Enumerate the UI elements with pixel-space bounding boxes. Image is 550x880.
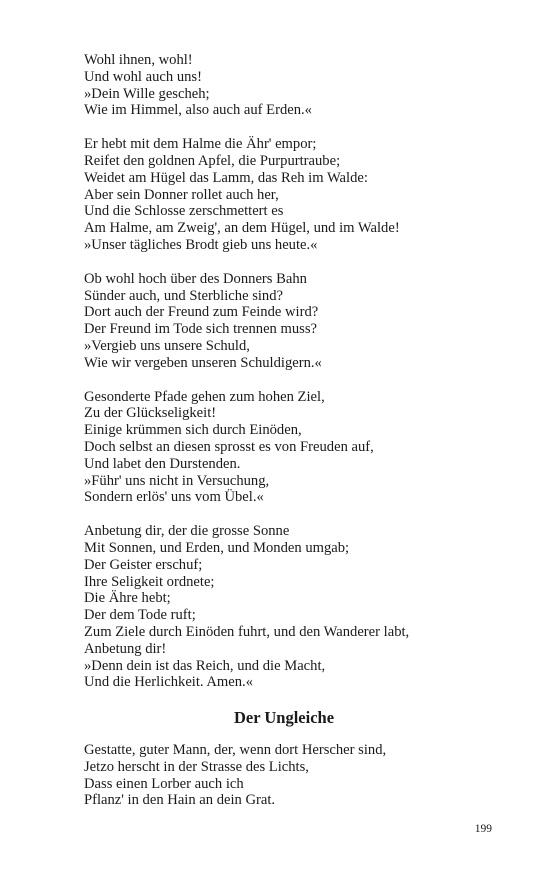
- verse-line: Gestatte, guter Mann, der, wenn dort Herscher sind,: [84, 742, 387, 759]
- stanza-3: [84, 271, 484, 372]
- verse-line: »Dein Wille gescheh;: [84, 85, 210, 102]
- verse-line: »Vergieb uns unsere Schuld,: [84, 337, 250, 354]
- verse-line: Die Ähre hebt;: [84, 590, 171, 607]
- verse-line: Und die Schlosse zerschmettert es: [84, 203, 284, 220]
- page-number: 199: [474, 823, 492, 835]
- verse-line: Reifet den goldnen Apfel, die Purpurtraube;: [84, 152, 341, 169]
- verse-line: Der Geister erschuf;: [84, 556, 203, 573]
- verse-line: Weidet am Hügel das Lamm, das Reh im Walde:: [84, 169, 368, 186]
- stanza-5: [84, 523, 484, 691]
- verse-line: Anbetung dir!: [84, 640, 167, 657]
- verse-line: Wie im Himmel, also auch auf Erden.«: [84, 102, 312, 119]
- verse-line: Dort auch der Freund zum Feinde wird?: [84, 304, 319, 321]
- verse-line: Wohl ihnen, wohl!: [84, 52, 193, 68]
- verse-line: »Führ' uns nicht in Versuchung,: [84, 472, 270, 489]
- verse-line: Ob wohl hoch über des Donners Bahn: [84, 270, 307, 287]
- verse-line: Dass einen Lorber auch ich: [84, 775, 244, 792]
- verse-line: Pflanz' in den Hain an dein Grat.: [84, 792, 276, 809]
- stanza-1: [84, 52, 484, 119]
- verse-line: Ihre Seligkeit ordnete;: [84, 573, 215, 590]
- verse-line: »Unser tägliches Brodt gieb uns heute.«: [84, 236, 318, 253]
- page-body: [84, 52, 484, 826]
- verse-line: »Denn dein ist das Reich, und die Macht,: [84, 657, 326, 674]
- verse-line: Der Freund im Tode sich trennen muss?: [84, 321, 317, 338]
- verse-line: Und wohl auch uns!: [84, 68, 202, 85]
- verse-line: Anbetung dir, der die grosse Sonne: [84, 523, 290, 540]
- stanza-4: [84, 389, 484, 507]
- poem-title: Der Ungleiche: [233, 708, 335, 728]
- verse-line: Er hebt mit dem Halme die Ähr' empor;: [84, 136, 317, 153]
- verse-line: Und labet den Durstenden.: [84, 455, 241, 472]
- verse-line: Einige krümmen sich durch Einöden,: [84, 422, 302, 439]
- verse-line: Sondern erlös' uns vom Übel.«: [84, 489, 264, 506]
- stanza-6: [84, 742, 484, 809]
- verse-line: Zu der Glückseligkeit!: [84, 405, 217, 422]
- verse-line: Jetzo herscht in der Strasse des Lichts,: [84, 758, 309, 775]
- verse-line: Gesonderte Pfade gehen zum hohen Ziel,: [84, 388, 325, 405]
- verse-line: Der dem Tode ruft;: [84, 607, 196, 624]
- verse-line: Am Halme, am Zweig', an dem Hügel, und im Walde!: [84, 220, 400, 237]
- verse-line: Wie wir vergeben unseren Schuldigern.«: [84, 354, 322, 371]
- stanza-2: [84, 136, 484, 254]
- verse-line: Zum Ziele durch Einöden fuhrt, und den Wanderer labt,: [84, 623, 410, 640]
- verse-line: Und die Herlichkeit. Amen.«: [84, 674, 254, 691]
- verse-line: Sünder auch, und Sterbliche sind?: [84, 287, 283, 304]
- verse-line: Doch selbst an diesen sprosst es von Freuden auf,: [84, 438, 374, 455]
- verse-line: Mit Sonnen, und Erden, und Monden umgab;: [84, 539, 350, 556]
- verse-line: Aber sein Donner rollet auch her,: [84, 186, 279, 203]
